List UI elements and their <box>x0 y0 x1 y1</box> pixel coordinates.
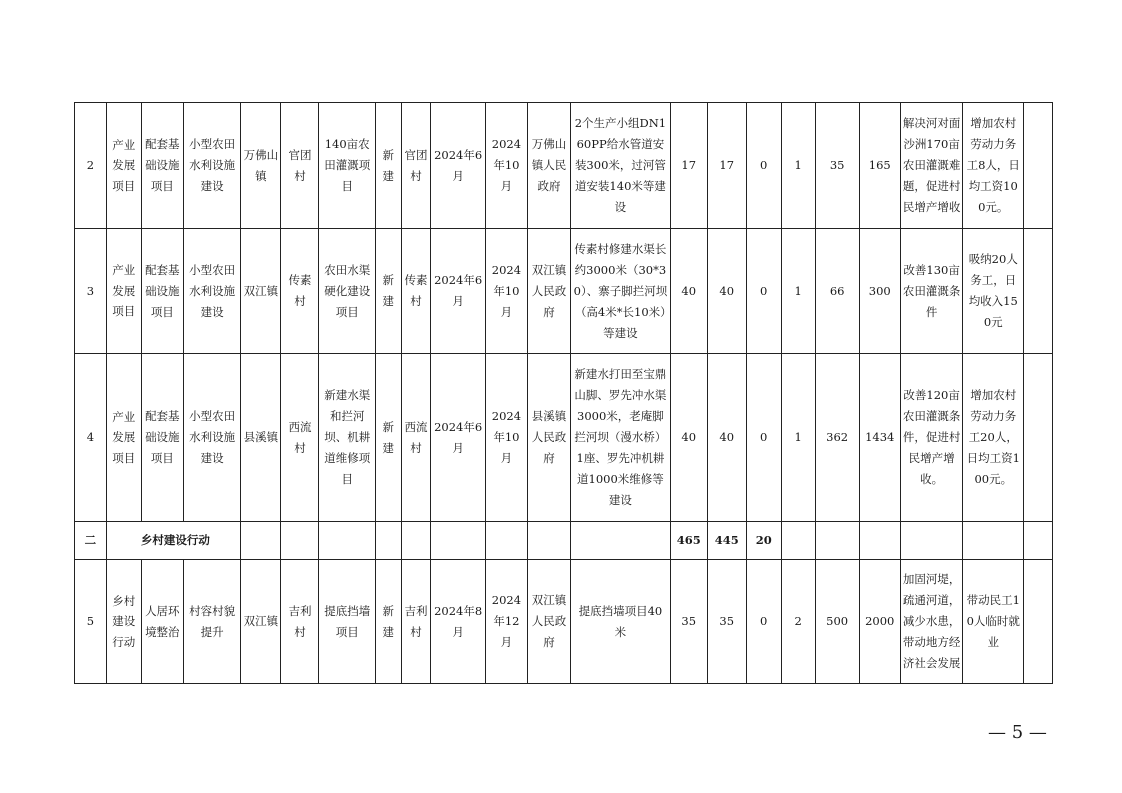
content-cell: 2个生产小组DN160PP给水管道安装300米，过河管道安装140米等建设 <box>571 103 671 229</box>
row-number: 2 <box>75 103 107 229</box>
total-funds-cell: 40 <box>670 229 707 354</box>
town-cell: 双江镇 <box>241 560 281 684</box>
jobs-cell: 增加农村劳动力务工8人，日均工资100元。 <box>963 103 1024 229</box>
jobs-cell: 增加农村劳动力务工20人，日均工资100元。 <box>963 354 1024 522</box>
total-funds-cell: 40 <box>670 354 707 522</box>
households-cell: 362 <box>815 354 859 522</box>
other-funds-cell: 0 <box>746 560 781 684</box>
table-row <box>75 229 1053 354</box>
category-cell: 产业发展项目 <box>106 103 141 229</box>
town-cell: 县溪镇 <box>241 354 281 522</box>
households-cell: 500 <box>815 560 859 684</box>
start-date-cell: 2024年6月 <box>431 354 485 522</box>
nature-cell: 新建 <box>375 560 401 684</box>
jobs-cell: 吸纳20人务工，日均收入150元 <box>963 229 1024 354</box>
town-cell: 双江镇 <box>241 229 281 354</box>
households-cell: 35 <box>815 103 859 229</box>
village-cell: 官团村 <box>281 103 319 229</box>
benefit-cell: 加固河堤，疏通河道，减少水患，带动地方经济社会发展 <box>900 560 963 684</box>
owner-cell: 万佛山镇人民政府 <box>527 103 570 229</box>
owner-cell: 双江镇人民政府 <box>527 229 570 354</box>
table-row <box>75 103 1053 229</box>
central-funds-cell: 17 <box>707 103 746 229</box>
subcategory-cell: 人居环境整治 <box>141 560 183 684</box>
row-number: 5 <box>75 560 107 684</box>
benefit-cell: 解决河对面沙洲170亩农田灌溉难题，促进村民增产增收 <box>900 103 963 229</box>
other-funds-cell: 0 <box>746 229 781 354</box>
content-cell: 提底挡墙项目40米 <box>571 560 671 684</box>
end-date-cell: 2024年12月 <box>485 560 527 684</box>
section-title-cell <box>106 522 241 560</box>
end-date-cell: 2024年10月 <box>485 354 527 522</box>
central-funds-cell: 40 <box>707 229 746 354</box>
village-cell: 西流村 <box>281 354 319 522</box>
total-funds-cell: 35 <box>670 560 707 684</box>
count-cell: 1 <box>781 103 815 229</box>
section-number: 二 <box>75 522 107 560</box>
note-cell <box>1024 103 1053 229</box>
section-row <box>75 522 1053 560</box>
central-funds-cell: 40 <box>707 354 746 522</box>
section-total-funds: 465 <box>670 522 707 560</box>
category-cell: 乡村建设行动 <box>106 560 141 684</box>
project-name-cell: 提底挡墙项目 <box>319 560 376 684</box>
other-funds-cell: 0 <box>746 103 781 229</box>
project-table <box>74 102 1053 684</box>
total-funds-cell: 17 <box>670 103 707 229</box>
subcategory-cell: 配套基础设施项目 <box>141 354 183 522</box>
place-cell: 西流村 <box>401 354 431 522</box>
nature-cell: 新建 <box>375 103 401 229</box>
village-cell: 传素村 <box>281 229 319 354</box>
start-date-cell: 2024年8月 <box>431 560 485 684</box>
jobs-cell: 带动民工10人临时就业 <box>963 560 1024 684</box>
subcategory-cell: 配套基础设施项目 <box>141 103 183 229</box>
nature-cell: 新建 <box>375 229 401 354</box>
section-other-funds: 20 <box>746 522 781 560</box>
start-date-cell: 2024年6月 <box>431 103 485 229</box>
note-cell <box>1024 354 1053 522</box>
type-cell: 小型农田水利设施建设 <box>183 354 241 522</box>
place-cell: 吉利村 <box>401 560 431 684</box>
project-name-cell: 新建水渠和拦河坝、机耕道维修项目 <box>319 354 376 522</box>
end-date-cell: 2024年10月 <box>485 229 527 354</box>
place-cell: 官团村 <box>401 103 431 229</box>
note-cell <box>1024 229 1053 354</box>
note-cell <box>1024 560 1053 684</box>
table-row <box>75 354 1053 522</box>
category-cell: 产业发展项目 <box>106 354 141 522</box>
category-cell: 产业发展项目 <box>106 229 141 354</box>
row-number: 3 <box>75 229 107 354</box>
type-cell: 小型农田水利设施建设 <box>183 229 241 354</box>
count-cell: 1 <box>781 354 815 522</box>
owner-cell: 县溪镇人民政府 <box>527 354 570 522</box>
nature-cell: 新建 <box>375 354 401 522</box>
count-cell: 2 <box>781 560 815 684</box>
other-funds-cell: 0 <box>746 354 781 522</box>
village-cell: 吉利村 <box>281 560 319 684</box>
type-cell: 小型农田水利设施建设 <box>183 103 241 229</box>
people-cell: 2000 <box>859 560 900 684</box>
central-funds-cell: 35 <box>707 560 746 684</box>
page-number: — 5 — <box>988 722 1047 743</box>
place-cell: 传素村 <box>401 229 431 354</box>
households-cell: 66 <box>815 229 859 354</box>
project-name-cell: 农田水渠硬化建设项目 <box>319 229 376 354</box>
project-name-cell: 140亩农田灌溉项目 <box>319 103 376 229</box>
start-date-cell: 2024年6月 <box>431 229 485 354</box>
people-cell: 300 <box>859 229 900 354</box>
content-cell: 传素村修建水渠长约3000米（30*30）、寨子脚拦河坝（高4米*长10米）等建设 <box>571 229 671 354</box>
row-number: 4 <box>75 354 107 522</box>
subcategory-cell: 配套基础设施项目 <box>141 229 183 354</box>
section-central-funds: 445 <box>707 522 746 560</box>
content-cell: 新建水打田至宝鼎山脚、罗先冲水渠3000米，老庵脚拦河坝（漫水桥）1座、罗先冲机耕道1000米维修等建设 <box>571 354 671 522</box>
benefit-cell: 改善120亩农田灌溉条件，促进村民增产增收。 <box>900 354 963 522</box>
people-cell: 1434 <box>859 354 900 522</box>
section-title: 乡村建设行动 <box>140 533 210 547</box>
benefit-cell: 改善130亩农田灌溉条件 <box>900 229 963 354</box>
town-cell: 万佛山镇 <box>241 103 281 229</box>
end-date-cell: 2024年10月 <box>485 103 527 229</box>
people-cell: 165 <box>859 103 900 229</box>
count-cell: 1 <box>781 229 815 354</box>
type-cell: 村容村貌提升 <box>183 560 241 684</box>
owner-cell: 双江镇人民政府 <box>527 560 570 684</box>
table-row <box>75 560 1053 684</box>
